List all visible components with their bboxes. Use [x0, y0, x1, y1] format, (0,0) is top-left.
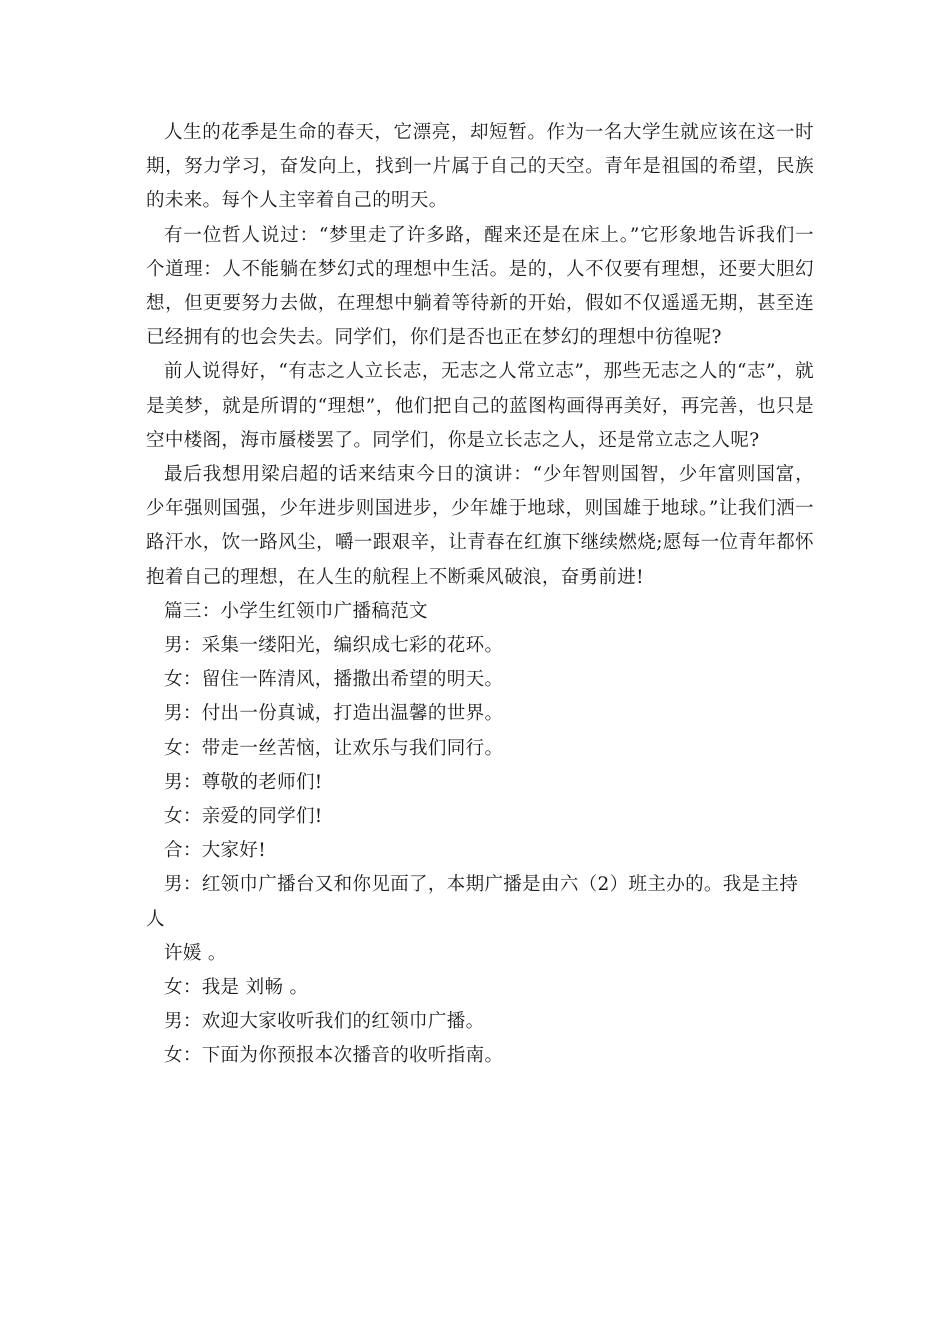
dialogue-line: 男：欢迎大家收听我们的红领巾广播。 — [164, 1011, 485, 1033]
dialogue-line: 女：亲爱的同学们! — [164, 806, 323, 828]
dialogue-line: 男：采集一缕阳光，编织成七彩的花环。 — [164, 635, 504, 657]
paragraph-2: 有一位哲人说过：“梦里走了许多路，醒来还是在床上。”它形象地告诉我们一个道理：人不能躺在梦幻式的理想中生活。是的，人不仅要有理想，还要大胆幻想，但更要努力去做，在理想中躺着等待新的开始，假如不仅遥遥无期，甚至连已经拥有的也会失去。同学们，你们是否也正在梦幻的理想中彷徨呢? — [146, 224, 814, 349]
dialogue-line: 男：付出一份真诚，打造出温馨的世界。 — [164, 703, 504, 725]
dialogue-line: 女：下面为你预报本次播音的收听指南。 — [164, 1045, 504, 1067]
dialogue-line: 女：带走一丝苦恼，让欢乐与我们同行。 — [164, 737, 504, 759]
dialogue-line: 女：我是 刘畅 。 — [164, 977, 309, 999]
dialogue-line-wrap: 人 — [146, 908, 165, 930]
section-title: 篇三：小学生红领巾广播稿范文 — [164, 600, 428, 622]
document-page — [146, 116, 814, 1074]
dialogue-line: 男：红领巾广播台又和你见面了，本期广播是由六（2）班主办的。我是主持 — [164, 874, 799, 896]
paragraph-3: 前人说得好，“有志之人立长志，无志之人常立志”，那些无志之人的“志”，就是美梦，就是所谓的“理想”，他们把自己的蓝图构画得再美好，再完善，也只是空中楼阁，海市蜃楼罢了。同学们，你是立长志之人，还是常立志之人呢? — [146, 361, 814, 451]
paragraph-4: 最后我想用梁启超的话来结束今日的演讲：“少年智则国智，少年富则国富，少年强则国强，少年进步则国进步，少年雄于地球，则国雄于地球。”让我们洒一路汗水，饮一路风尘，嚼一跟艰辛，让青春在红旗下继续燃烧;愿每一位青年都怀抱着自己的理想，在人生的航程上不断乘风破浪，奋勇前进! — [146, 464, 814, 588]
paragraph-1: 人生的花季是生命的春天，它漂亮，却短暂。作为一名大学生就应该在这一时期，努力学习，奋发向上，找到一片属于自己的天空。青年是祖国的希望，民族的未来。每个人主宰着自己的明天。 — [146, 122, 814, 212]
dialogue-line: 女：留住一阵清风，播撒出希望的明天。 — [164, 669, 504, 691]
dialogue-line: 许媛 。 — [164, 942, 227, 964]
dialogue-line: 合：大家好! — [164, 840, 267, 862]
dialogue-line: 男：尊敬的老师们! — [164, 771, 323, 793]
